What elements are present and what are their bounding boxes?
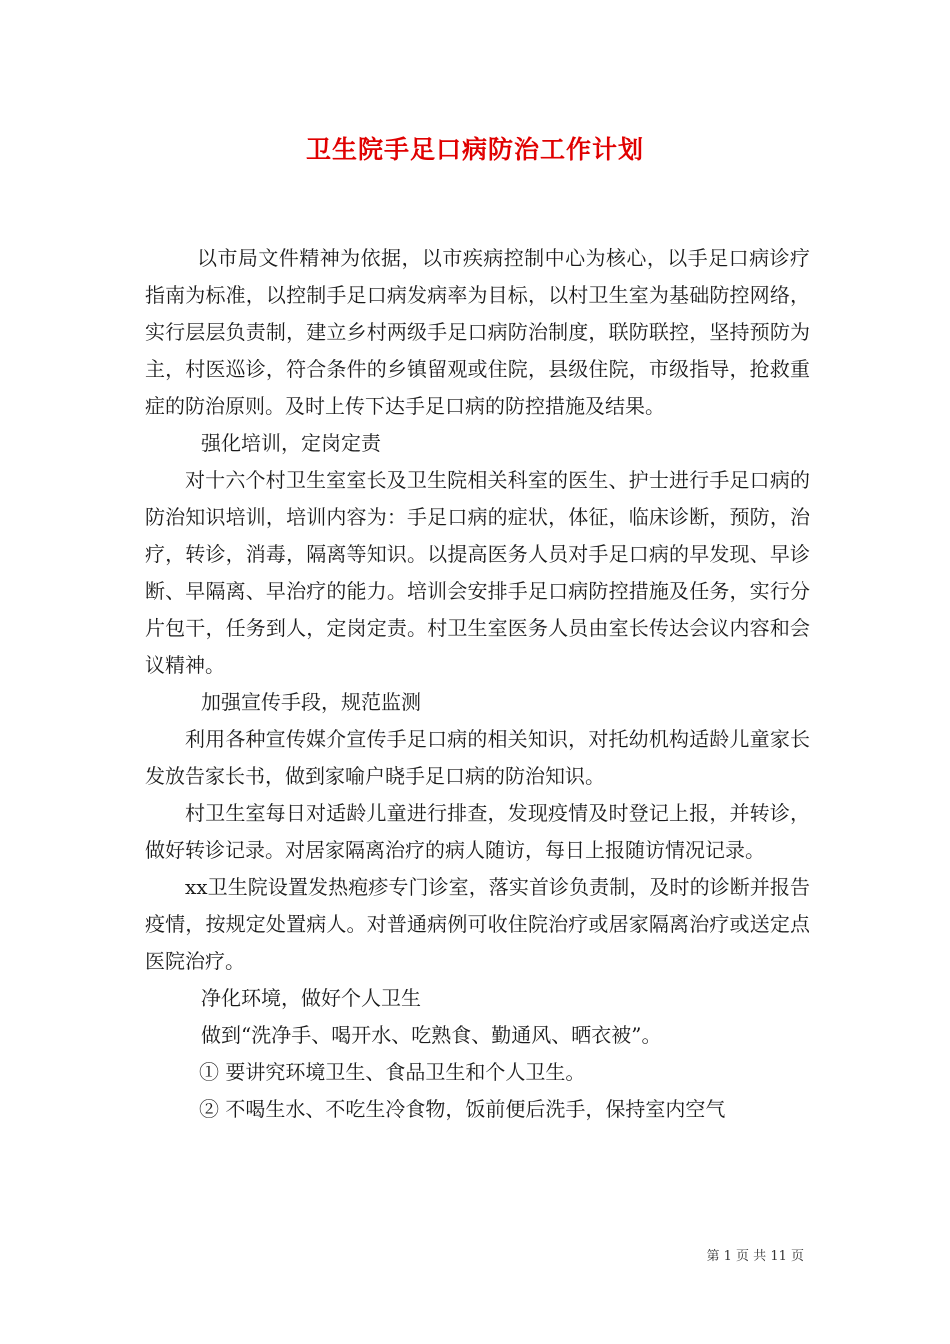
section-heading-training: 强化培训，定岗定责: [201, 431, 381, 455]
paragraph-clinic: xx卫生院设置发热疱疹专门诊室，落实首诊负责制，及时的诊断并报告疫情，按规定处置病人。对普通病例可收住院治疗或居家隔离治疗或送定点医院治疗。: [145, 875, 810, 973]
paragraph-intro: 以市局文件精神为依据，以市疾病控制中心为核心，以手足口病诊疗指南为标准，以控制手足口病发病率为目标，以村卫生室为基础防控网络，实行层层负责制，建立乡村两级手足口病防治制度，联防联控，坚持预防为主，村医巡诊，符合条件的乡镇留观或住院，县级住院，市级指导，抢救重症的防治原则。及时上传下达手足口病的防控措施及结果。: [145, 246, 810, 418]
page-number-footer: 第 1 页 共 11 页: [706, 1249, 804, 1264]
paragraph-publicity: 利用各种宣传媒介宣传手足口病的相关知识，对托幼机构适龄儿童家长发放告家长书，做到家喻户晓手足口病的防治知识。: [145, 727, 810, 788]
list-item-hygiene-1: ① 要讲究环境卫生、食品卫生和个人卫生。: [199, 1060, 586, 1084]
paragraph-hygiene-slogan: 做到“洗净手、喝开水、吃熟食、勤通风、晒衣被”。: [201, 1023, 662, 1047]
section-heading-publicity: 加强宣传手段，规范监测: [201, 690, 421, 714]
document-body: [145, 240, 810, 1128]
paragraph-training: 对十六个村卫生室室长及卫生院相关科室的医生、护士进行手足口病的防治知识培训，培训内容为：手足口病的症状，体征，临床诊断，预防，治疗，转诊，消毒，隔离等知识。以提高医务人员对手足口病的早发现、早诊断、早隔离、早治疗的能力。培训会安排手足口病防控措施及任务，实行分片包干，任务到人，定岗定责。村卫生室医务人员由室长传达会议内容和会议精神。: [145, 468, 810, 677]
list-item-hygiene-2: ② 不喝生水、不吃生冷食物，饭前便后洗手，保持室内空气: [199, 1097, 726, 1121]
page-title: 卫生院手足口病防治工作计划: [305, 135, 644, 164]
paragraph-screening: 村卫生室每日对适龄儿童进行排查，发现疫情及时登记上报，并转诊，做好转诊记录。对居家隔离治疗的病人随访，每日上报随访情况记录。: [145, 801, 810, 862]
section-heading-hygiene: 净化环境，做好个人卫生: [201, 986, 421, 1010]
